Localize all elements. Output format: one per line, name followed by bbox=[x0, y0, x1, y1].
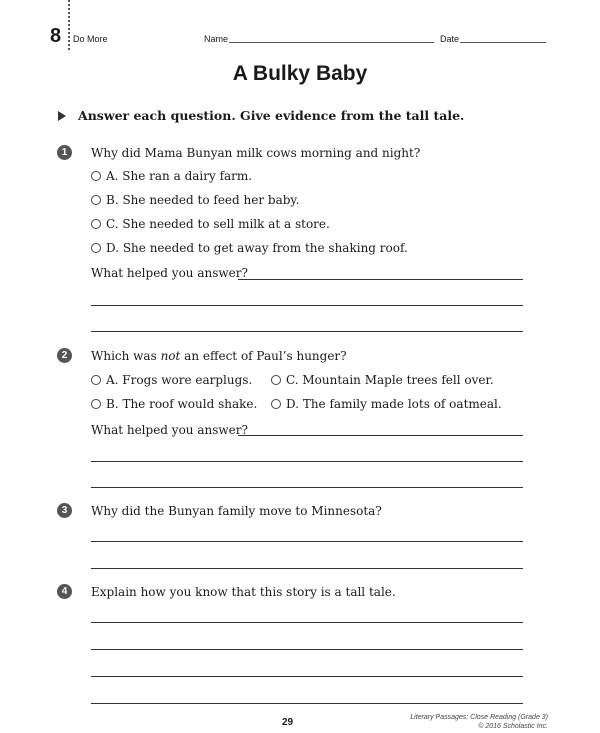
page-number: 29 bbox=[282, 717, 294, 728]
writing-line[interactable] bbox=[91, 461, 523, 462]
answer-option[interactable]: C. Mountain Maple trees fell over. bbox=[271, 373, 494, 387]
answer-option[interactable]: A. Frogs wore earplugs. bbox=[91, 373, 252, 387]
question-text: Why did Mama Bunyan milk cows morning and night? bbox=[91, 146, 421, 160]
unit-number: 8 bbox=[50, 25, 62, 47]
writing-line[interactable] bbox=[91, 541, 523, 542]
name-field[interactable] bbox=[229, 42, 434, 43]
answer-option[interactable]: B. She needed to feed her baby. bbox=[91, 193, 299, 207]
radio-icon[interactable] bbox=[91, 171, 101, 181]
question-number: 1 bbox=[57, 145, 72, 160]
evidence-label: What helped you answer? bbox=[91, 423, 248, 437]
date-label: Date bbox=[440, 34, 460, 44]
dotted-margin-line bbox=[68, 0, 70, 50]
writing-line[interactable] bbox=[238, 279, 523, 280]
answer-option[interactable]: D. The family made lots of oatmeal. bbox=[271, 397, 502, 411]
radio-icon[interactable] bbox=[271, 375, 281, 385]
radio-icon[interactable] bbox=[91, 243, 101, 253]
radio-icon[interactable] bbox=[91, 195, 101, 205]
radio-icon[interactable] bbox=[91, 219, 101, 229]
section-label: Do More bbox=[73, 34, 108, 44]
name-label: Name bbox=[204, 34, 229, 44]
writing-line[interactable] bbox=[91, 649, 523, 650]
question-number: 2 bbox=[57, 348, 72, 363]
question-text: Explain how you know that this story is a tall tale. bbox=[91, 585, 396, 599]
credit-line: Literary Passages: Close Reading (Grade 3) © 2016 Scholastic Inc. bbox=[410, 714, 548, 730]
question-text: Why did the Bunyan family move to Minnesota? bbox=[91, 504, 382, 518]
writing-line[interactable] bbox=[238, 435, 523, 436]
question-text: Which was not an effect of Paul’s hunger? bbox=[91, 349, 347, 363]
instructions-text: Answer each question. Give evidence from the tall tale. bbox=[78, 108, 465, 123]
writing-line[interactable] bbox=[91, 568, 523, 569]
writing-line[interactable] bbox=[91, 487, 523, 488]
writing-line[interactable] bbox=[91, 676, 523, 677]
answer-option[interactable]: D. She needed to get away from the shaking roof. bbox=[91, 241, 408, 255]
question-number: 4 bbox=[57, 584, 72, 599]
instructions bbox=[58, 108, 464, 123]
question-number: 3 bbox=[57, 503, 72, 518]
writing-line[interactable] bbox=[91, 331, 523, 332]
answer-option[interactable]: B. The roof would shake. bbox=[91, 397, 257, 411]
arrow-icon bbox=[58, 111, 66, 121]
writing-line[interactable] bbox=[91, 305, 523, 306]
date-field[interactable] bbox=[460, 42, 546, 43]
answer-option[interactable]: C. She needed to sell milk at a store. bbox=[91, 217, 330, 231]
radio-icon[interactable] bbox=[271, 399, 281, 409]
page-title: A Bulky Baby bbox=[232, 62, 368, 85]
writing-line[interactable] bbox=[91, 622, 523, 623]
evidence-label: What helped you answer? bbox=[91, 266, 248, 280]
writing-line[interactable] bbox=[91, 703, 523, 704]
answer-option[interactable]: A. She ran a dairy farm. bbox=[91, 169, 252, 183]
radio-icon[interactable] bbox=[91, 375, 101, 385]
radio-icon[interactable] bbox=[91, 399, 101, 409]
